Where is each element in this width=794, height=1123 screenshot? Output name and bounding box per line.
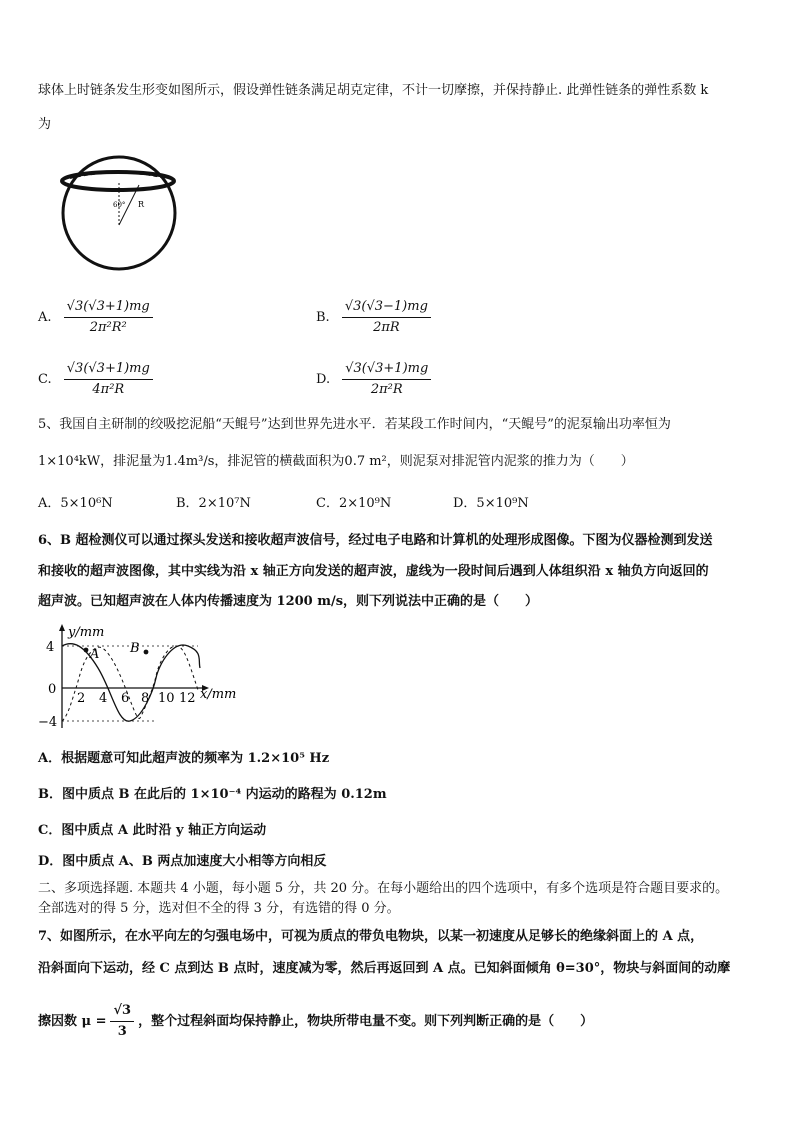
q4-option-b-letter: B. (316, 310, 330, 325)
q5-option-b[interactable]: B．2×10⁷N (176, 496, 251, 511)
y-axis-arrow (59, 624, 65, 631)
q7-text-line3 (38, 1002, 593, 1041)
q4-text-line2: 为 (38, 117, 52, 132)
q4-option-c[interactable] (38, 360, 153, 399)
q4-text-line1: 球体上时链条发生形变如图所示，假设弹性链条满足胡克定律，不计一切摩擦，并保持静止. 此弹性链条的弹性系数 k (38, 83, 709, 98)
q4-option-d-denominator: 2π²R (370, 382, 403, 397)
x-tick-10: 10 (158, 691, 175, 706)
q6-text-line1: 6、B 超检测仪可以通过探头发送和接收超声波信号，经过电子电路和计算机的处理形成图像。下图为仪器检测到发送 (38, 533, 713, 548)
q6-text-line3: 超声波。已知超声波在人体内传播速度为 1200 m/s，则下列说法中正确的是（ ） (38, 594, 539, 609)
q4-option-d[interactable] (316, 360, 431, 399)
x-axis-label: x/mm (200, 687, 237, 702)
q5-text-line1: 5、我国自主研制的绞吸挖泥船“天鲲号”达到世界先进水平．若某段工作时间内，“天鲲号”的泥泵输出功率恒为 (38, 417, 671, 432)
sphere-chain-figure (58, 145, 188, 275)
q4-option-a-denominator: 2π²R² (89, 320, 127, 335)
q5-option-a[interactable]: A．5×10⁶N (38, 496, 113, 511)
q4-option-d-numerator: √3(√3+1)mg (342, 360, 431, 380)
point-a-label: A (90, 647, 100, 662)
q4-option-a[interactable] (38, 298, 153, 337)
q6-option-c[interactable]: C．图中质点 A 此时沿 y 轴正方向运动 (38, 823, 267, 838)
point-b-label: B (130, 641, 140, 656)
q4-option-c-numerator: √3(√3+1)mg (64, 360, 153, 380)
q6-option-a[interactable]: A．根据题意可知此超声波的频率为 1.2×10⁵ Hz (38, 751, 330, 766)
q4-option-c-letter: C. (38, 372, 52, 387)
angle-label: 60° (113, 201, 126, 209)
y-tick-neg4: −4 (38, 715, 58, 730)
q4-option-b-numerator: √3(√3−1)mg (342, 298, 431, 318)
y-axis-label: y/mm (68, 625, 105, 640)
y-tick-0: 0 (48, 682, 57, 697)
y-tick-4: 4 (46, 640, 55, 655)
x-tick-8: 8 (141, 691, 150, 706)
x-tick-6: 6 (121, 691, 130, 706)
radius-label: R (138, 200, 145, 209)
ultrasound-wave-graph (38, 620, 253, 732)
chain-ring (62, 172, 174, 190)
q7-line3-prefix: 擦因数 μ = (38, 1013, 107, 1029)
q5-text-line2: 1×10⁴kW，排泥量为1.4m³/s，排泥管的横截面积为0.7 m²，则泥泵对排泥管内泥浆的推力为（ ） (38, 454, 634, 469)
x-tick-12: 12 (179, 691, 196, 706)
q7-line3-suffix: ，整个过程斜面均保持静止，物块所带电量不变。则下列判断正确的是（ ） (138, 1013, 594, 1029)
q4-option-c-denominator: 4π²R (92, 382, 125, 397)
section2-header-line1: 二、多项选择题. 本题共 4 小题，每小题 5 分，共 20 分。在每小题给出的四个选项中，有多个选项是符合题目要求的。 (38, 881, 729, 896)
q4-option-a-letter: A. (38, 310, 52, 325)
point-b-marker (144, 650, 149, 655)
mu-denominator: 3 (117, 1024, 127, 1039)
q6-text-line2: 和接收的超声波图像，其中实线为沿 x 轴正方向发送的超声波，虚线为一段时间后遇到人体组织沿 x 轴负方向返回的 (38, 564, 709, 579)
mu-numerator: √3 (110, 1002, 134, 1022)
section2-header-line2: 全部选对的得 5 分，选对但不全的得 3 分，有选错的得 0 分。 (38, 901, 400, 916)
q7-text-line1: 7、如图所示，在水平向左的匀强电场中，可视为质点的带负电物块，以某一初速度从足够长的绝缘斜面上的 A 点， (38, 929, 704, 944)
x-tick-2: 2 (77, 691, 86, 706)
q4-option-d-letter: D. (316, 372, 331, 387)
point-a-marker (84, 648, 89, 653)
q7-text-line2: 沿斜面向下运动，经 C 点到达 B 点时，速度减为零，然后再返回到 A 点。已知斜面倾角 θ=30°，物块与斜面间的动摩 (38, 961, 731, 976)
reflected-wave-dashed (62, 646, 198, 721)
q4-option-a-numerator: √3(√3+1)mg (64, 298, 153, 318)
q5-option-d[interactable]: D．5×10⁹N (453, 496, 529, 511)
q5-option-c[interactable]: C．2×10⁹N (316, 496, 392, 511)
x-tick-4: 4 (99, 691, 108, 706)
q6-option-d[interactable]: D．图中质点 A、B 两点加速度大小相等方向相反 (38, 854, 327, 869)
q4-option-b-denominator: 2πR (373, 320, 400, 335)
q6-option-b[interactable]: B．图中质点 B 在此后的 1×10⁻⁴ 内运动的路程为 0.12m (38, 787, 387, 802)
q4-option-b[interactable] (316, 298, 431, 337)
